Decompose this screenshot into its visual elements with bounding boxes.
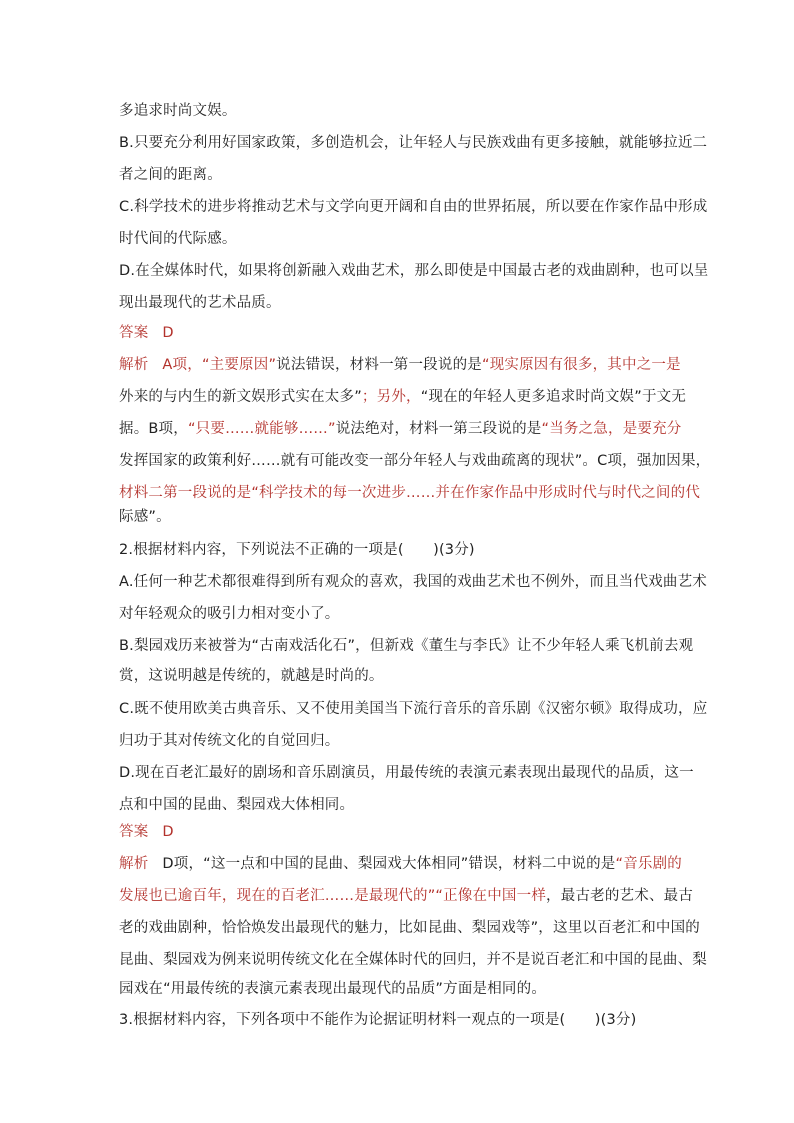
analysis-quote: “正像在中国一样: [435, 888, 547, 904]
analysis-text: ，最古老的艺术、最古: [546, 888, 694, 904]
analysis-text: 材料二第一段说的是: [119, 485, 252, 501]
text-line: 时代间的代际感。: [119, 231, 237, 247]
analysis-1-line-5: [119, 483, 700, 503]
analysis-text: 于文无: [641, 389, 687, 405]
analysis-1-line-1: [119, 355, 681, 375]
text-line: 归功于其对传统文化的自觉回归。: [119, 733, 340, 749]
analysis-text: 说法错误，材料一第一段说的是: [276, 357, 482, 373]
option-d: D.现在百老汇最好的剧场和音乐剧演员，用最传统的表演元素表现出最现代的品质，这一: [119, 765, 694, 781]
analysis-2-line-4: 昆曲、梨园戏为例来说明传统文化在全媒体时代的回归，并不是说百老汇和中国的昆曲、梨: [119, 952, 707, 968]
analysis-2-line-5: 园戏在“用最传统的表演元素表现出最现代的品质”方面是相同的。: [119, 981, 547, 997]
analysis-quote: 际感”: [119, 509, 157, 525]
option-a: A.任何一种艺术都很难得到所有观众的喜欢，我国的戏曲艺术也不例外，而且当代戏曲艺术: [119, 574, 707, 590]
analysis-text: ；另外，: [361, 389, 421, 405]
text-line: 赏，这说明越是传统的，就越是时尚的。: [119, 668, 384, 684]
option-b: B.梨园戏历来被誉为“古南戏活化石”，但新戏《董生与李氏》让不少年轻人乘飞机前去观: [119, 638, 694, 654]
analysis-label: 解析: [119, 856, 149, 872]
answer-line-2: [119, 822, 174, 842]
analysis-label: 解析: [119, 357, 149, 373]
answer-line-1: [119, 323, 174, 343]
analysis-quote: “科学技术的每一次进步……并在作家作品中形成时代与时代之间的代: [251, 485, 701, 501]
text-line: 点和中国的昆曲、梨园戏大体相同。: [119, 797, 355, 813]
analysis-quote: 发展也已逾百年，现在的百老汇……是最现代的”: [119, 888, 436, 904]
analysis-text: 发挥国家的政策利好……就有可能改变一部分年轻人与戏曲疏离的现状”: [119, 453, 583, 469]
analysis-text: D项，“这一点和中国的昆曲、梨园戏大体相同”错误，材料二中说的是: [162, 856, 616, 872]
text-line: 多追求时尚文娱。: [119, 103, 237, 119]
answer-label: 答案: [119, 824, 149, 840]
text-line: 对年轻观众的吸引力相对变小了。: [119, 606, 340, 622]
answer-value: D: [162, 824, 174, 840]
option-b: B.只要充分利用好国家政策，多创造机会，让年轻人与民族戏曲有更多接触，就能够拉近二: [119, 135, 708, 151]
analysis-text: 外来的与内生的新文娱形式实在太多”: [119, 389, 362, 405]
analysis-2-line-2: [119, 886, 693, 906]
text-line: 者之间的距离。: [119, 167, 222, 183]
question-2-stem: 2.根据材料内容，下列说法不正确的一项是( )(3分): [119, 542, 475, 558]
text-line: 现出最现代的艺术品质。: [119, 295, 281, 311]
analysis-text: 。C项，强加因果，: [582, 453, 711, 469]
analysis-text: 。: [156, 509, 171, 525]
analysis-quote: “现在的年轻人更多追求时尚文娱”: [420, 389, 642, 405]
analysis-quote: “音乐剧的: [615, 856, 683, 872]
option-d: D.在全媒体时代，如果将创新融入戏曲艺术，那么即使是中国最古老的戏曲剧种，也可以呈: [119, 263, 709, 279]
analysis-quote: “主要原因”: [201, 357, 277, 373]
analysis-text: 说法绝对，材料一第三段说的是: [335, 421, 542, 437]
option-c: C.科学技术的进步将推动艺术与文学向更开阔和自由的世界拓展，所以要在作家作品中形成: [119, 199, 708, 215]
answer-value: D: [162, 325, 174, 341]
question-3-stem: 3.根据材料内容，下列各项中不能作为论据证明材料一观点的一项是( )(3分): [119, 1012, 637, 1028]
analysis-text: 据。B项，: [119, 421, 188, 437]
analysis-2-line-1: [119, 854, 682, 874]
analysis-1-line-3: [119, 419, 682, 439]
analysis-quote: “现实原因有很多，其中之一是: [481, 357, 681, 373]
analysis-quote: “当务之急，是要充分: [541, 421, 682, 437]
option-c: C.既不使用欧美古典音乐、又不使用美国当下流行音乐的音乐剧《汉密尔顿》取得成功，应: [119, 701, 708, 717]
analysis-quote: “只要……就能够……”: [187, 421, 336, 437]
answer-label: 答案: [119, 325, 149, 341]
analysis-1-line-4: [119, 451, 710, 471]
analysis-1-line-6: [119, 507, 171, 527]
analysis-text: A项，: [162, 357, 202, 373]
analysis-2-line-3: 老的戏曲剧种，恰恰焕发出最现代的魅力，比如昆曲、梨园戏等”，这里以百老汇和中国的: [119, 920, 701, 936]
analysis-1-line-2: [119, 387, 686, 407]
